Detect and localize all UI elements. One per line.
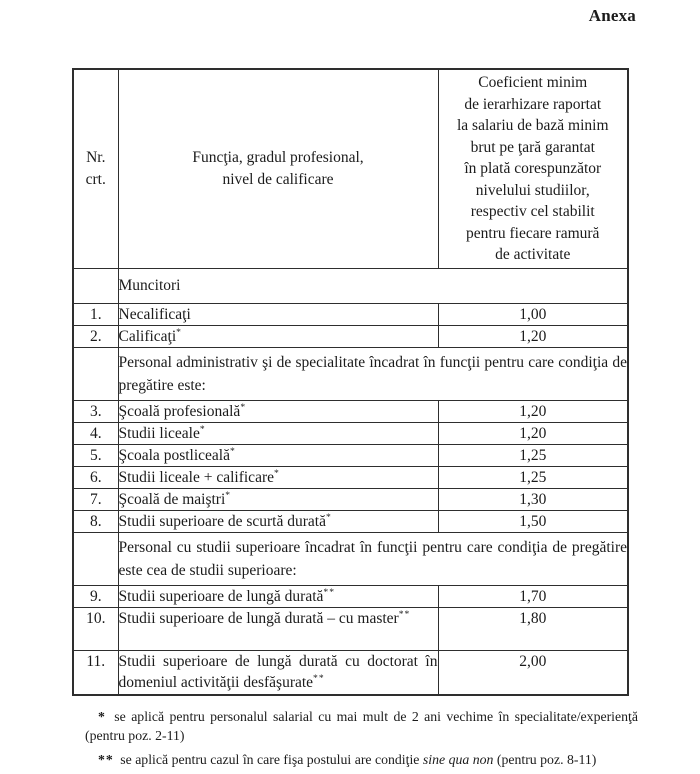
row-number: 3. [73, 400, 118, 422]
table-row [73, 650, 628, 695]
section-label: Muncitori [118, 268, 628, 303]
table-row [73, 400, 628, 422]
row-number: 2. [73, 325, 118, 347]
row-coefficient-value: 1,30 [438, 488, 628, 510]
row-coefficient-value: 1,50 [438, 510, 628, 532]
header-functia-text: Funcţia, gradul profesional, nivel de calificare [192, 149, 364, 188]
footnote-marker: * [98, 709, 106, 724]
table-row [73, 585, 628, 607]
row-coefficient-value: 1,80 [438, 607, 628, 650]
row-label [118, 303, 438, 325]
footnote-marker: * [176, 326, 182, 338]
row-label [118, 466, 438, 488]
header-nr-crt [73, 69, 118, 268]
row-label-text: Studii superioare de lungă durată cu doctorat în domeniul activităţii desfăşurate [118, 652, 438, 691]
row-coefficient-value: 1,20 [438, 325, 628, 347]
row-number: 8. [73, 510, 118, 532]
row-number: 6. [73, 466, 118, 488]
row-number: 9. [73, 585, 118, 607]
row-label-text: Studii superioare de lungă durată [118, 587, 324, 605]
table-row [73, 466, 628, 488]
footnote-italic-text: sine qua non [422, 752, 494, 767]
row-label-text: Şcoală de maiştri [118, 490, 226, 508]
footnote-text-after: (pentru poz. 8-11) [493, 752, 597, 767]
footnote-marker: * [225, 489, 232, 501]
row-label [118, 488, 438, 510]
row-number: 1. [73, 303, 118, 325]
section-nr-cell-empty [73, 347, 118, 400]
footnote-marker: * [325, 511, 332, 523]
row-label-text: Şcoala postliceală [118, 446, 230, 464]
footnote-marker: * [199, 423, 206, 435]
row-label [118, 650, 438, 695]
row-number: 5. [73, 444, 118, 466]
footnote-marker: * [229, 445, 236, 457]
row-number: 11. [73, 650, 118, 695]
table-row [73, 444, 628, 466]
header-coeficient [438, 69, 628, 268]
row-coefficient-value: 1,20 [438, 400, 628, 422]
table-row [73, 607, 628, 650]
annex-label: Anexa [588, 6, 636, 25]
footnote-marker: * [240, 401, 247, 413]
footnote-marker: ** [98, 752, 114, 767]
header-nr-crt-text: Nr. crt. [85, 149, 106, 188]
section-nr-cell-empty [73, 268, 118, 303]
row-label-text: Necalificaţi [118, 305, 191, 323]
row-coefficient-value: 1,20 [438, 422, 628, 444]
row-label-text: Calificaţi [118, 327, 177, 345]
footnote-marker: ** [313, 672, 325, 684]
row-label-text: Studii liceale [118, 424, 200, 442]
row-label [118, 325, 438, 347]
table-row [73, 510, 628, 532]
row-coefficient-value: 1,00 [438, 303, 628, 325]
section-label: Personal cu studii superioare încadrat în funcţii pentru care condiţia de pregătire este cea de studii superioare: [118, 532, 628, 585]
footnote-item [85, 708, 638, 745]
row-coefficient-value: 1,25 [438, 466, 628, 488]
section-label: Personal administrativ şi de specialitate încadrat în funcţii pentru care condiţia de pregătire este: [118, 347, 628, 400]
row-label [118, 510, 438, 532]
row-label [118, 422, 438, 444]
row-label [118, 585, 438, 607]
footnote-text: se aplică pentru cazul în care fişa postului are condiţie [116, 752, 423, 767]
coefficient-table [72, 68, 629, 696]
footnotes [85, 708, 638, 774]
row-number: 10. [73, 607, 118, 650]
header-functia [118, 69, 438, 268]
row-label [118, 400, 438, 422]
row-number: 7. [73, 488, 118, 510]
table-section-row [73, 347, 628, 400]
row-label-text: Şcoală profesională [118, 402, 241, 420]
header-coeficient-text: Coeficient minim de ierarhizare raportat la salariu de bază minim brut pe ţară garantat în plată corespunzător nivelului studiilor, respectiv cel stabilit pentru fiecare ramură de activitate [457, 74, 609, 263]
row-coefficient-value: 1,70 [438, 585, 628, 607]
footnote-text: se aplică pentru personalul salarial cu mai mult de 2 ani vechime în specialitate/experienţă (pentru poz. 2-11) [85, 709, 638, 743]
table-row [73, 488, 628, 510]
row-label-text: Studii superioare de scurtă durată [118, 512, 326, 530]
table-header-row [73, 69, 628, 268]
row-label [118, 607, 438, 650]
footnote-marker: * [273, 467, 280, 479]
footnote-marker: ** [398, 608, 411, 620]
row-label-text: Studii superioare de lungă durată – cu master [118, 609, 399, 627]
footnote-item [85, 751, 638, 770]
table-row [73, 422, 628, 444]
row-label-text: Studii liceale + calificare [118, 468, 274, 486]
table-section-row [73, 268, 628, 303]
table-row [73, 325, 628, 347]
table-row [73, 303, 628, 325]
row-coefficient-value: 2,00 [438, 650, 628, 695]
section-nr-cell-empty [73, 532, 118, 585]
row-label [118, 444, 438, 466]
table-section-row [73, 532, 628, 585]
row-coefficient-value: 1,25 [438, 444, 628, 466]
footnote-marker: ** [323, 586, 335, 598]
row-number: 4. [73, 422, 118, 444]
